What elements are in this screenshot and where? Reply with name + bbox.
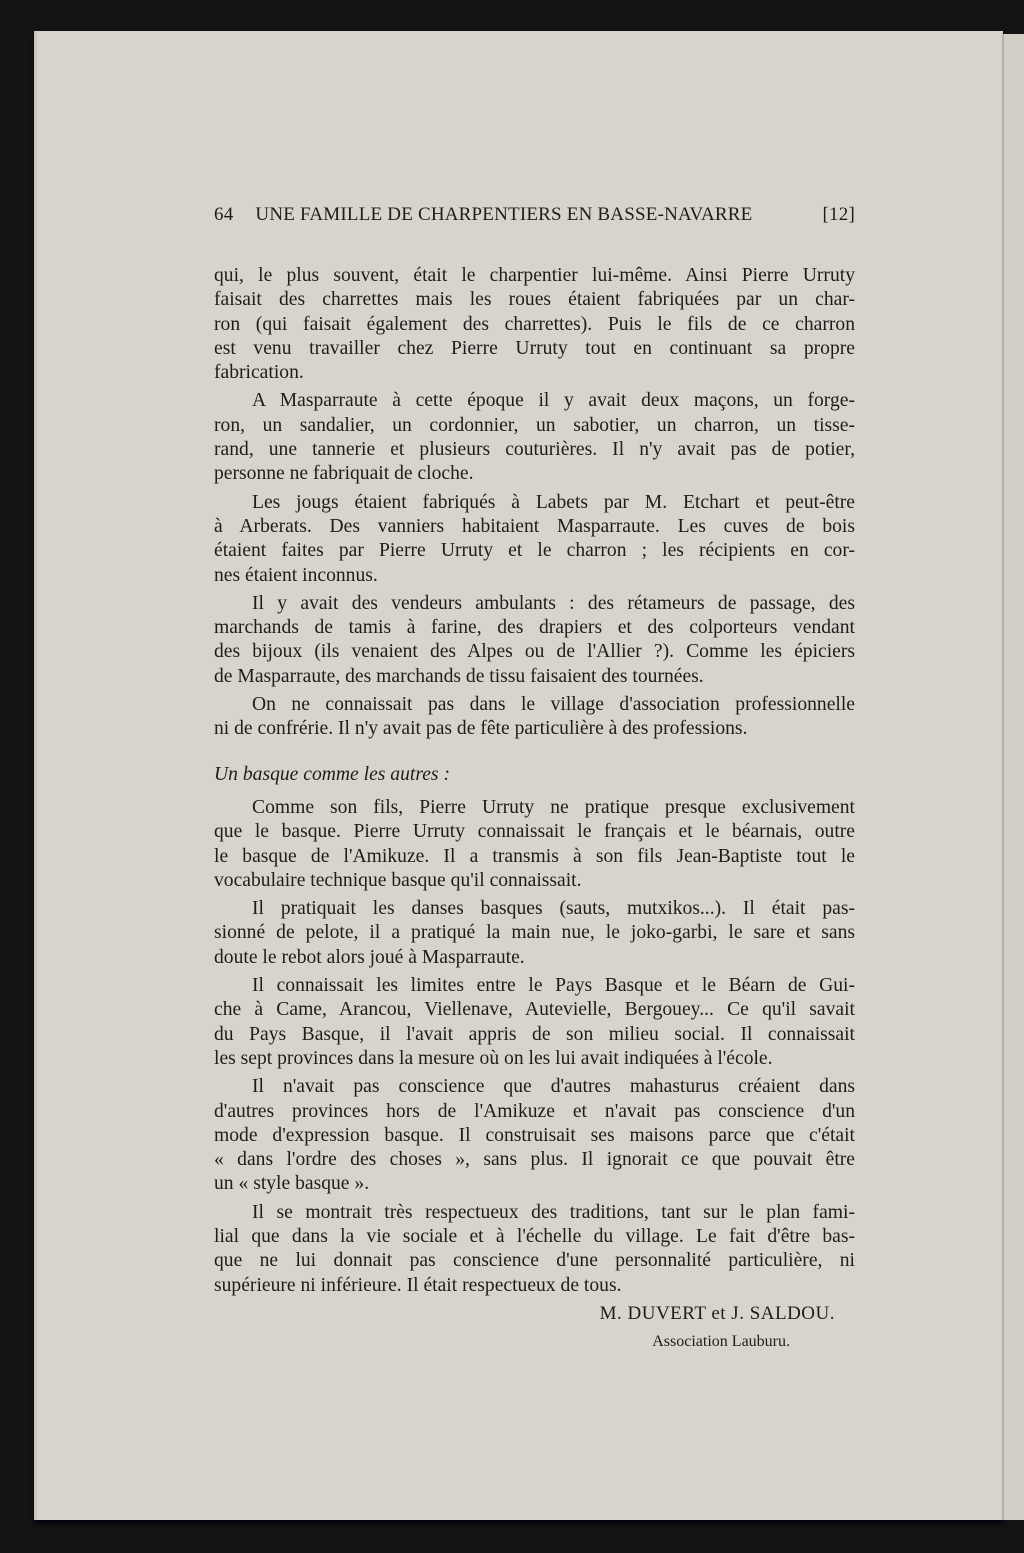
text-line: A Masparraute à cette époque il y avait deux maçons, un forge- bbox=[252, 390, 855, 412]
paragraph bbox=[214, 592, 855, 689]
text-line: vocabulaire technique basque qu'il connaissait. bbox=[214, 869, 582, 891]
text-line: Il n'avait pas conscience que d'autres mahasturus créaient dans bbox=[252, 1076, 855, 1098]
paragraph bbox=[214, 1201, 855, 1298]
text-line: On ne connaissait pas dans le village d'association professionnelle bbox=[252, 694, 855, 716]
next-page-edge bbox=[1002, 34, 1024, 1520]
author-affiliation: Association Lauburu. bbox=[652, 1333, 790, 1350]
text-line: du Pays Basque, il l'avait appris de son milieu social. Il connaissait bbox=[214, 1023, 855, 1045]
text-line: Comme son fils, Pierre Urruty ne pratique presque exclusivement bbox=[252, 796, 855, 818]
paragraph bbox=[214, 389, 855, 486]
text-line: étaient faites par Pierre Urruty et le charron ; les récipients en cor- bbox=[214, 540, 855, 562]
text-line: est venu travailler chez Pierre Urruty tout en continuant sa propre bbox=[214, 337, 855, 359]
text-line: Les jougs étaient fabriqués à Labets par M. Etchart et peut-être bbox=[252, 491, 855, 513]
text-line: Il pratiquait les danses basques (sauts, mutxikos...). Il était pas- bbox=[252, 898, 855, 920]
paragraphs-before bbox=[214, 264, 855, 742]
text-line: des bijoux (ils venaient des Alpes ou de l'Allier ?). Comme les épiciers bbox=[214, 641, 855, 663]
paragraph bbox=[214, 491, 855, 588]
paragraph bbox=[214, 796, 855, 893]
text-line: mode d'expression basque. Il construisait ses maisons parce que c'était bbox=[214, 1124, 855, 1146]
text-line: ni de confrérie. Il n'y avait pas de fête particulière à des professions. bbox=[214, 718, 748, 740]
paragraph bbox=[214, 693, 855, 742]
paragraphs-after bbox=[214, 796, 855, 1298]
page-number: 64 bbox=[214, 204, 234, 225]
section-number: [12] bbox=[822, 204, 855, 225]
text-line: nes étaient inconnus. bbox=[214, 564, 378, 586]
text-line: rand, une tannerie et plusieurs couturières. Il n'y avait pas de potier, bbox=[214, 439, 855, 461]
paragraph bbox=[214, 897, 855, 970]
text-line: Il se montrait très respectueux des traditions, tant sur le plan fami- bbox=[252, 1201, 855, 1223]
text-line: sionné de pelote, il a pratiqué la main nue, le joko-garbi, le sare et sans bbox=[214, 922, 855, 944]
text-line: de Masparraute, des marchands de tissu faisaient des tournées. bbox=[214, 665, 704, 687]
running-header bbox=[214, 204, 855, 226]
text-line: personne ne fabriquait de cloche. bbox=[214, 463, 474, 485]
text-line: un « style basque ». bbox=[214, 1173, 370, 1195]
text-column bbox=[214, 264, 855, 1298]
text-line: ron, un sandalier, un cordonnier, un sabotier, un charron, un tisse- bbox=[214, 414, 855, 436]
text-line: le basque de l'Amikuze. Il a transmis à son fils Jean-Baptiste tout le bbox=[214, 845, 855, 867]
text-line: « dans l'ordre des choses », sans plus. Il ignorait ce que pouvait être bbox=[214, 1149, 855, 1171]
text-line: les sept provinces dans la mesure où on les lui avait indiquées à l'école. bbox=[214, 1047, 773, 1069]
running-title: UNE FAMILLE DE CHARPENTIERS EN BASSE-NAVARRE bbox=[255, 204, 753, 225]
text-line: à Arberats. Des vanniers habitaient Masparraute. Les cuves de bois bbox=[214, 515, 855, 537]
text-line: supérieure ni inférieure. Il était respectueux de tous. bbox=[214, 1274, 622, 1296]
text-line: faisait des charrettes mais les roues étaient fabriquées par un char- bbox=[214, 289, 855, 311]
paragraph bbox=[214, 1075, 855, 1196]
text-line: fabrication. bbox=[214, 362, 304, 384]
text-line: Il y avait des vendeurs ambulants : des rétameurs de passage, des bbox=[252, 592, 855, 614]
text-line: marchands de tamis à farine, des drapiers et des colporteurs vendant bbox=[214, 617, 855, 639]
author-signature: M. DUVERT et J. SALDOU. bbox=[599, 1303, 835, 1324]
text-line: que le basque. Pierre Urruty connaissait le français et le béarnais, outre bbox=[214, 821, 855, 843]
text-line: d'autres provinces hors de l'Amikuze et n'avait pas conscience d'un bbox=[214, 1100, 855, 1122]
text-line: lial que dans la vie sociale et à l'échelle du village. Le fait d'être bas- bbox=[214, 1225, 855, 1247]
text-line: che à Came, Arancou, Viellenave, Autevielle, Bergouey... Ce qu'il savait bbox=[214, 999, 855, 1021]
text-line: Il connaissait les limites entre le Pays Basque et le Béarn de Gui- bbox=[252, 975, 855, 997]
text-line: qui, le plus souvent, était le charpentier lui-même. Ainsi Pierre Urruty bbox=[214, 265, 855, 286]
text-line: que ne lui donnait pas conscience d'une personnalité particulière, ni bbox=[214, 1250, 855, 1272]
paragraph bbox=[214, 264, 855, 385]
section-heading: Un basque comme les autres : bbox=[214, 763, 450, 785]
text-line: doute le rebot alors joué à Masparraute. bbox=[214, 946, 525, 968]
paragraph bbox=[214, 974, 855, 1071]
text-line: ron (qui faisait également des charrettes). Puis le fils de ce charron bbox=[214, 313, 855, 335]
